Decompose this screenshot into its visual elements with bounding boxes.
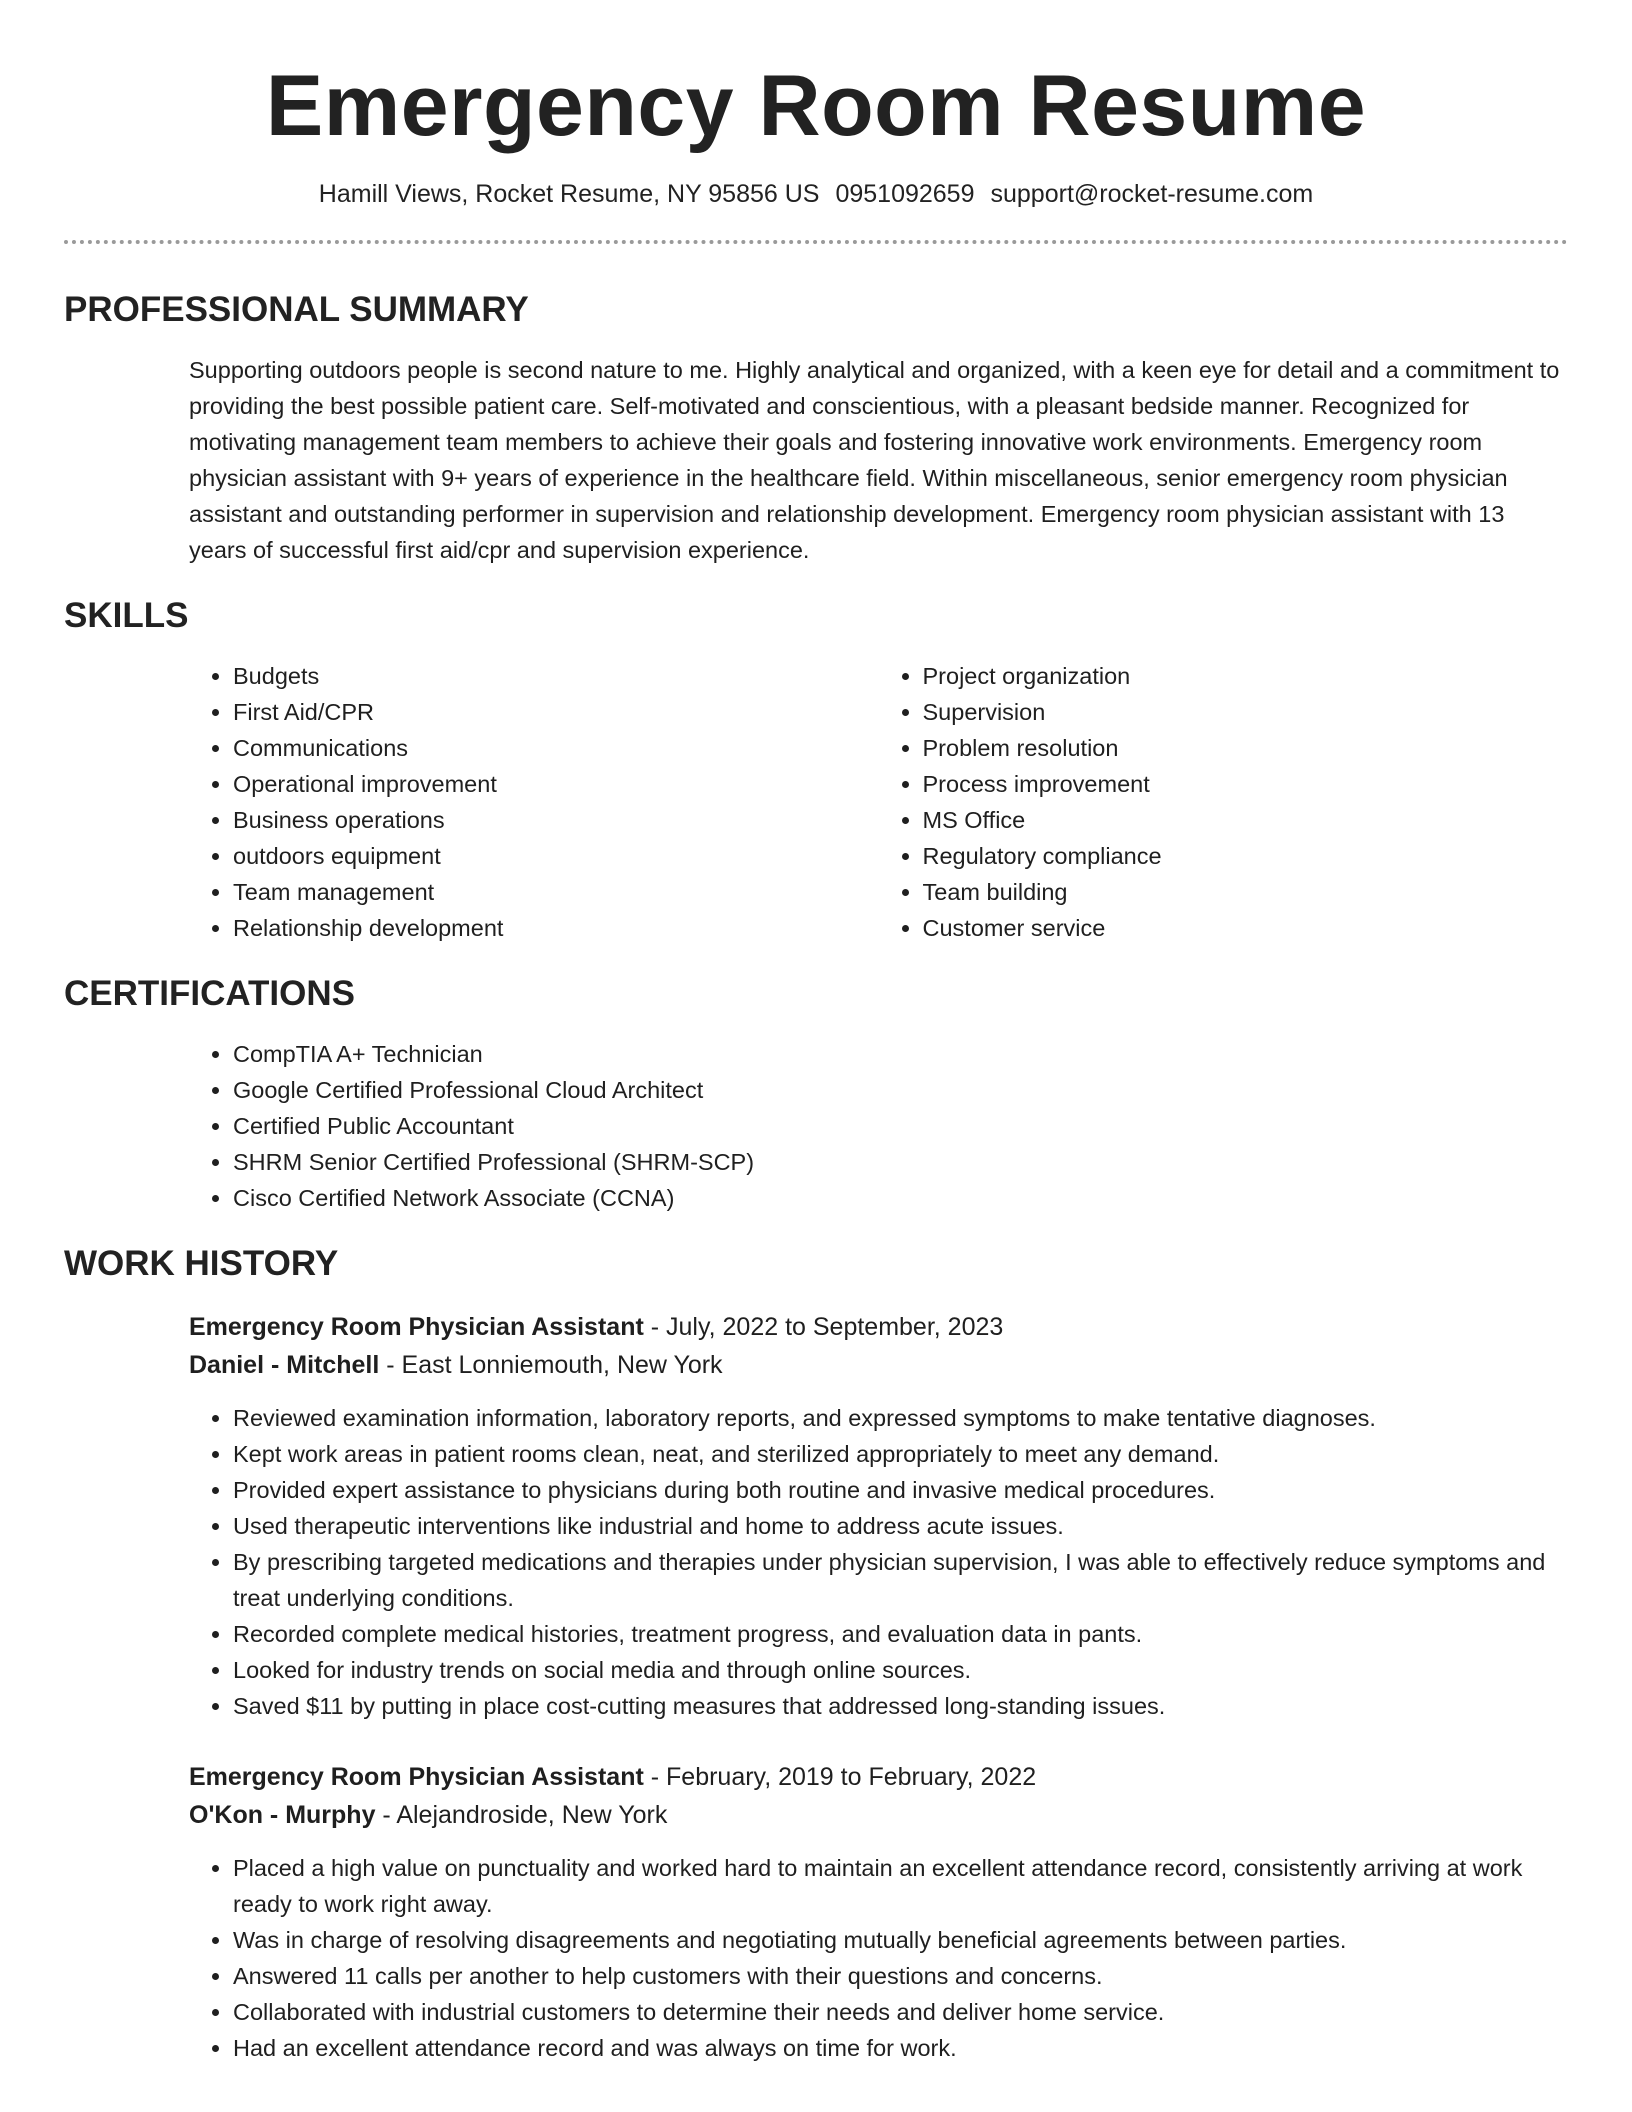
certification-item: • Google Certified Professional Cloud Architect: [233, 1072, 1568, 1108]
certifications-list: [189, 1036, 1568, 1216]
skill-item: • Business operations: [233, 802, 879, 838]
job-position: Emergency Room Physician Assistant: [189, 1763, 644, 1791]
resume-title: Emergency Room Resume: [265, 58, 1367, 154]
skill-item: • Supervision: [923, 694, 1569, 730]
job-location: - Alejandroside, New York: [375, 1801, 668, 1829]
skills-heading: SKILLS: [64, 596, 189, 635]
job-location: - East Lonniemouth, New York: [379, 1351, 723, 1379]
job-title-line: [189, 1308, 1568, 1346]
job-bullet: • Used therapeutic interventions like industrial and home to address acute issues.: [233, 1508, 1568, 1544]
work-history-heading: WORK HISTORY: [64, 1244, 339, 1283]
job-bullet: • Looked for industry trends on social media and through online sources.: [233, 1652, 1568, 1688]
certification-item: • SHRM Senior Certified Professional (SHRM-SCP): [233, 1144, 1568, 1180]
summary-text: Supporting outdoors people is second nature to me. Highly analytical and organized, with a keen eye for detail and a commitment to providing the best possible patient care. Self-motivated and conscientious, with a pleasant bedside manner. Recognized for motivating management team members to achieve their goals and fostering innovative work environments. Emergency room physician assistant with 9+ years of experience in the healthcare field. Within miscellaneous, senior emergency room physician assistant and outstanding performer in supervision and relationship development. Emergency room physician assistant with 13 years of successful first aid/cpr and supervision experience.: [189, 357, 1560, 563]
skills-columns: [64, 658, 1568, 946]
skill-item: • Customer service: [923, 910, 1569, 946]
skill-item: • Regulatory compliance: [923, 838, 1569, 874]
skill-item: • Problem resolution: [923, 730, 1569, 766]
certification-item: • Cisco Certified Network Associate (CCNA): [233, 1180, 1568, 1216]
job-company-line: [189, 1796, 1568, 1834]
summary-heading: PROFESSIONAL SUMMARY: [64, 290, 529, 329]
job-bullet: • Placed a high value on punctuality and worked hard to maintain an excellent attendance record, consistently arriving at work ready to work right away.: [233, 1850, 1568, 1922]
skills-list-right: [879, 658, 1569, 946]
job-bullet: • Saved $11 by putting in place cost-cutting measures that addressed long-standing issues.: [233, 1688, 1568, 1724]
contact-address: Hamill Views, Rocket Resume, NY 95856 US: [318, 180, 820, 208]
skill-item: • Relationship development: [233, 910, 879, 946]
job-entry: [64, 1758, 1568, 2066]
contact-phone: 0951092659: [835, 180, 975, 208]
certification-item: • CompTIA A+ Technician: [233, 1036, 1568, 1072]
skill-item: • MS Office: [923, 802, 1569, 838]
skill-item: • Communications: [233, 730, 879, 766]
job-position: Emergency Room Physician Assistant: [189, 1313, 644, 1341]
job-bullet: • Reviewed examination information, laboratory reports, and expressed symptoms to make tentative diagnoses.: [233, 1400, 1568, 1436]
job-bullet: • Provided expert assistance to physicians during both routine and invasive medical procedures.: [233, 1472, 1568, 1508]
job-company-line: [189, 1346, 1568, 1384]
job-bullets: [189, 1850, 1568, 2066]
contact-line: [64, 178, 1568, 210]
skill-item: • outdoors equipment: [233, 838, 879, 874]
job-title-line: [189, 1758, 1568, 1796]
job-entry: [64, 1308, 1568, 1724]
job-bullet: • By prescribing targeted medications and therapies under physician supervision, I was able to effectively reduce symptoms and treat underlying conditions.: [233, 1544, 1568, 1616]
job-bullet: • Recorded complete medical histories, treatment progress, and evaluation data in pants.: [233, 1616, 1568, 1652]
header-divider: [64, 240, 1568, 244]
skill-item: • Team building: [923, 874, 1569, 910]
job-bullet: • Kept work areas in patient rooms clean, neat, and sterilized appropriately to meet any demand.: [233, 1436, 1568, 1472]
certification-item: • Certified Public Accountant: [233, 1108, 1568, 1144]
skill-item: • Operational improvement: [233, 766, 879, 802]
contact-email[interactable]: support@rocket-resume.com: [990, 180, 1314, 208]
job-bullet: • Answered 11 calls per another to help customers with their questions and concerns.: [233, 1958, 1568, 1994]
job-bullet: • Collaborated with industrial customers to determine their needs and deliver home service.: [233, 1994, 1568, 2030]
skill-item: • First Aid/CPR: [233, 694, 879, 730]
skills-list-left: [189, 658, 879, 946]
job-bullet: • Was in charge of resolving disagreements and negotiating mutually beneficial agreements between parties.: [233, 1922, 1568, 1958]
job-bullet: • Had an excellent attendance record and was always on time for work.: [233, 2030, 1568, 2066]
resume-page: [64, 0, 1568, 2066]
job-company: Daniel - Mitchell: [189, 1351, 380, 1379]
skill-item: • Process improvement: [923, 766, 1569, 802]
skill-item: • Budgets: [233, 658, 879, 694]
job-dates: - February, 2019 to February, 2022: [643, 1763, 1037, 1791]
job-company: O'Kon - Murphy: [189, 1801, 376, 1829]
skill-item: • Project organization: [923, 658, 1569, 694]
skill-item: • Team management: [233, 874, 879, 910]
certifications-heading: CERTIFICATIONS: [64, 974, 356, 1013]
job-bullets: [189, 1400, 1568, 1724]
job-dates: - July, 2022 to September, 2023: [643, 1313, 1004, 1341]
